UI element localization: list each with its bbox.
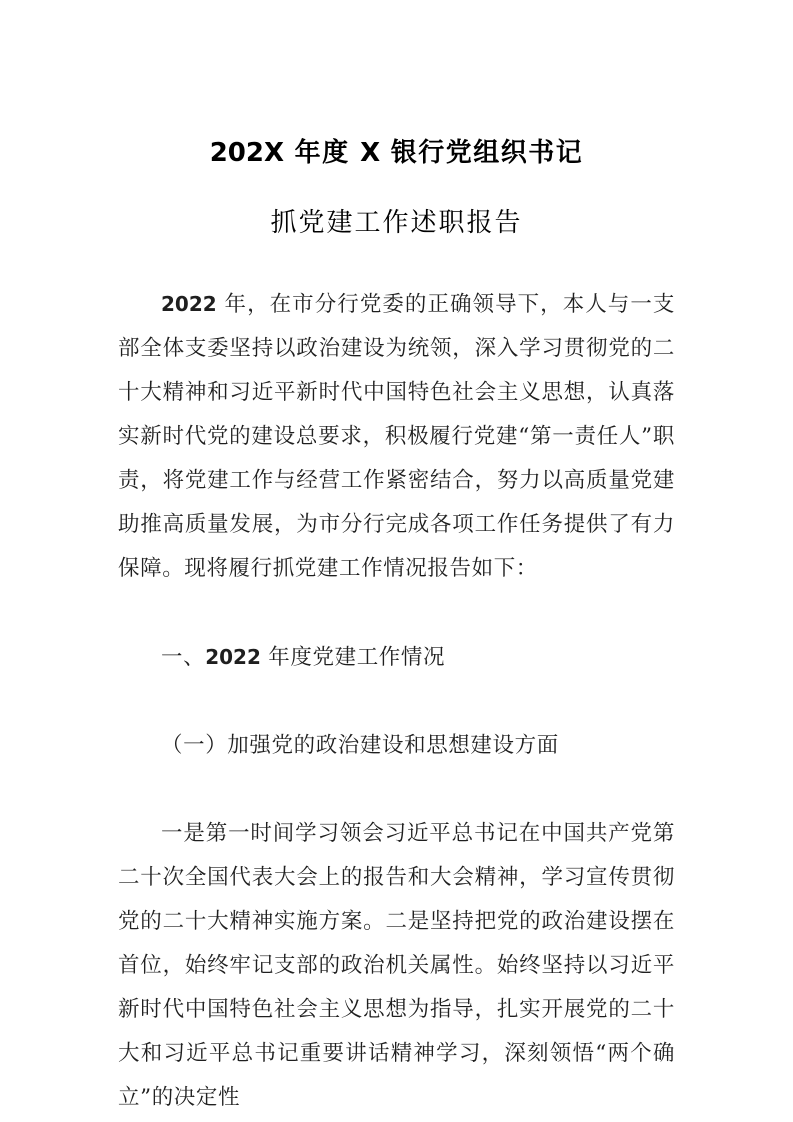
document-body — [118, 282, 675, 1120]
spacer-after-section-heading — [118, 680, 675, 724]
section-heading-one-suffix: 年度党建工作情况 — [260, 645, 446, 670]
opening-paragraph-text: 年，在市分行党委的正确领导下，本人与一支部全体支委坚持以政治建设为统领，深入学习贯彻党的二十大精神和习近平新时代中国特色社会主义思想，认真落实新时代党的建设总要求，积极履行党建“第一责任人”职责，将党建工作与经营工作紧密结合，努力以高质量党建助推高质量发展，为市分行完成各项工作任务提供了有力保障。现将履行抓党建工作情况报告如下： — [118, 292, 675, 581]
title-bank-placeholder-token: X — [360, 138, 381, 168]
title-line1-post: 银行党组织书记 — [380, 138, 584, 168]
subsection-heading-one: （一）加强党的政治建设和思想建设方面 — [161, 733, 559, 758]
document-title-line-1 — [0, 118, 793, 188]
body-paragraph-one: 一是第一时间学习领会习近平总书记在中国共产党第二十次全国代表大会上的报告和大会精神，学习宣传贯彻党的二十大精神实施方案。二是坚持把党的政治建设摆在首位，始终牢记支部的政治机关属性。始终坚持以习近平新时代中国特色社会主义思想为指导，扎实开展党的二十大和习近平总书记重要讲话精神学习，深刻领悟“两个确立”的决定性 — [118, 821, 675, 1110]
title-line1-mid: 年度 — [284, 138, 361, 168]
section-heading-one-prefix: 一、 — [161, 645, 206, 670]
title-year-token: 202X — [209, 138, 285, 168]
section-heading-one-year: 2022 — [205, 645, 261, 669]
document-title-line-2: 抓党建工作述职报告 — [270, 208, 523, 238]
spacer-after-subsection-heading — [118, 768, 675, 812]
section-heading-one — [118, 635, 675, 680]
opening-paragraph — [118, 282, 675, 591]
document-title-block — [0, 0, 793, 258]
opening-paragraph-year: 2022 — [161, 292, 217, 316]
spacer-after-opening-paragraph — [118, 591, 675, 635]
